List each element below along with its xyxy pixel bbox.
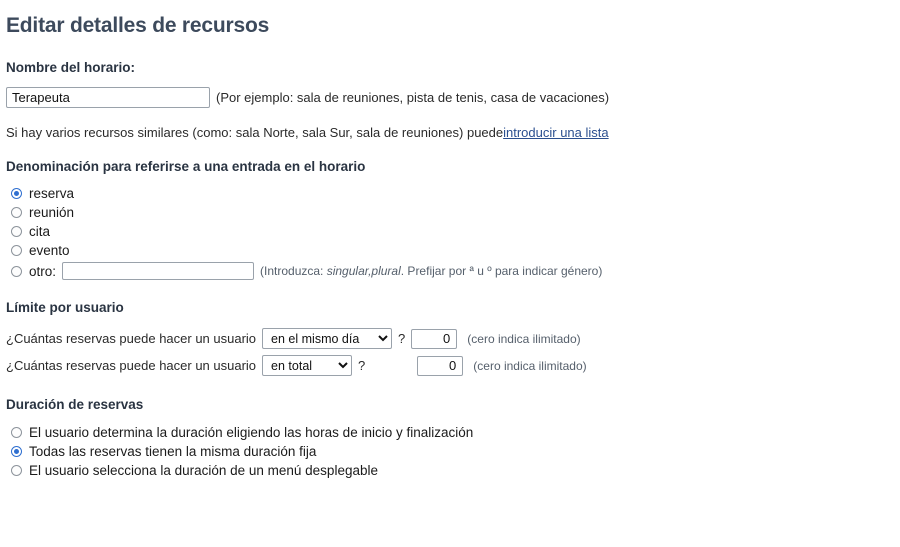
entry-naming-option-otro[interactable] — [6, 260, 900, 282]
entry-naming-option-cita[interactable] — [6, 222, 900, 241]
booking-duration-option-fixed[interactable] — [6, 442, 900, 461]
radio-icon[interactable] — [11, 226, 22, 237]
other-hint-suffix: . Prefijar por ª u º para indicar género) — [400, 264, 603, 278]
user-limit-help-1[interactable]: ? — [398, 331, 406, 346]
user-limit-question-1: ¿Cuántas reservas puede hacer un usuario — [6, 331, 257, 346]
entry-naming-other-input[interactable] — [62, 262, 254, 280]
entry-naming-option-evento[interactable] — [6, 241, 900, 260]
edit-resource-details-page — [0, 14, 900, 547]
page-title: Editar detalles de recursos — [6, 14, 270, 37]
entry-naming-other-hint — [260, 264, 602, 278]
entry-naming-option-label: reserva — [29, 186, 75, 201]
entry-naming-option-label: reunión — [29, 205, 75, 220]
schedule-name-input[interactable] — [6, 87, 210, 108]
booking-duration-radio-group — [6, 423, 900, 480]
entry-naming-option-label: otro: — [29, 263, 57, 279]
entry-naming-option-reserva[interactable] — [6, 184, 900, 203]
booking-duration-option-dropdown[interactable] — [6, 461, 900, 480]
radio-icon[interactable] — [11, 465, 22, 476]
booking-duration-option-label: Todas las reservas tienen la misma duración fija — [29, 444, 317, 459]
entry-naming-label: Denominación para referirse a una entrada en el horario — [6, 159, 366, 174]
enter-list-link[interactable]: introducir una lista — [503, 125, 609, 140]
entry-naming-option-reunion[interactable] — [6, 203, 900, 222]
radio-icon[interactable] — [11, 188, 22, 199]
user-limit-period-select-2[interactable] — [262, 355, 352, 376]
user-limit-help-2[interactable]: ? — [358, 358, 366, 373]
entry-naming-option-label: evento — [29, 243, 70, 258]
booking-duration-label: Duración de reservas — [6, 397, 144, 412]
schedule-name-example-hint: (Por ejemplo: sala de reuniones, pista de tenis, casa de vacaciones) — [216, 90, 610, 105]
radio-icon[interactable] — [11, 207, 22, 218]
user-limit-period-select-1[interactable] — [262, 328, 392, 349]
multiple-resources-hint: Si hay varios recursos similares (como: sala Norte, sala Sur, sala de reuniones) puede — [6, 125, 504, 140]
user-limit-note-2: (cero indica ilimitado) — [473, 358, 587, 373]
user-limit-value-input-2[interactable] — [417, 356, 463, 376]
entry-naming-radio-group — [6, 184, 900, 282]
other-hint-italic: singular,plural — [326, 264, 401, 278]
user-limit-label: Límite por usuario — [6, 300, 124, 315]
other-hint-prefix: (Introduzca: — [260, 264, 327, 278]
booking-duration-option-label: El usuario determina la duración eligiendo las horas de inicio y finalización — [29, 425, 474, 440]
radio-icon[interactable] — [11, 245, 22, 256]
radio-icon[interactable] — [11, 266, 22, 277]
radio-icon[interactable] — [11, 427, 22, 438]
radio-icon[interactable] — [11, 446, 22, 457]
booking-duration-option-label: El usuario selecciona la duración de un menú desplegable — [29, 463, 378, 478]
user-limit-note-1: (cero indica ilimitado) — [467, 331, 581, 346]
user-limit-question-2: ¿Cuántas reservas puede hacer un usuario — [6, 358, 257, 373]
user-limit-value-input-1[interactable] — [411, 329, 457, 349]
booking-duration-option-start-end[interactable] — [6, 423, 900, 442]
schedule-name-label: Nombre del horario: — [6, 60, 136, 75]
entry-naming-option-label: cita — [29, 224, 51, 239]
